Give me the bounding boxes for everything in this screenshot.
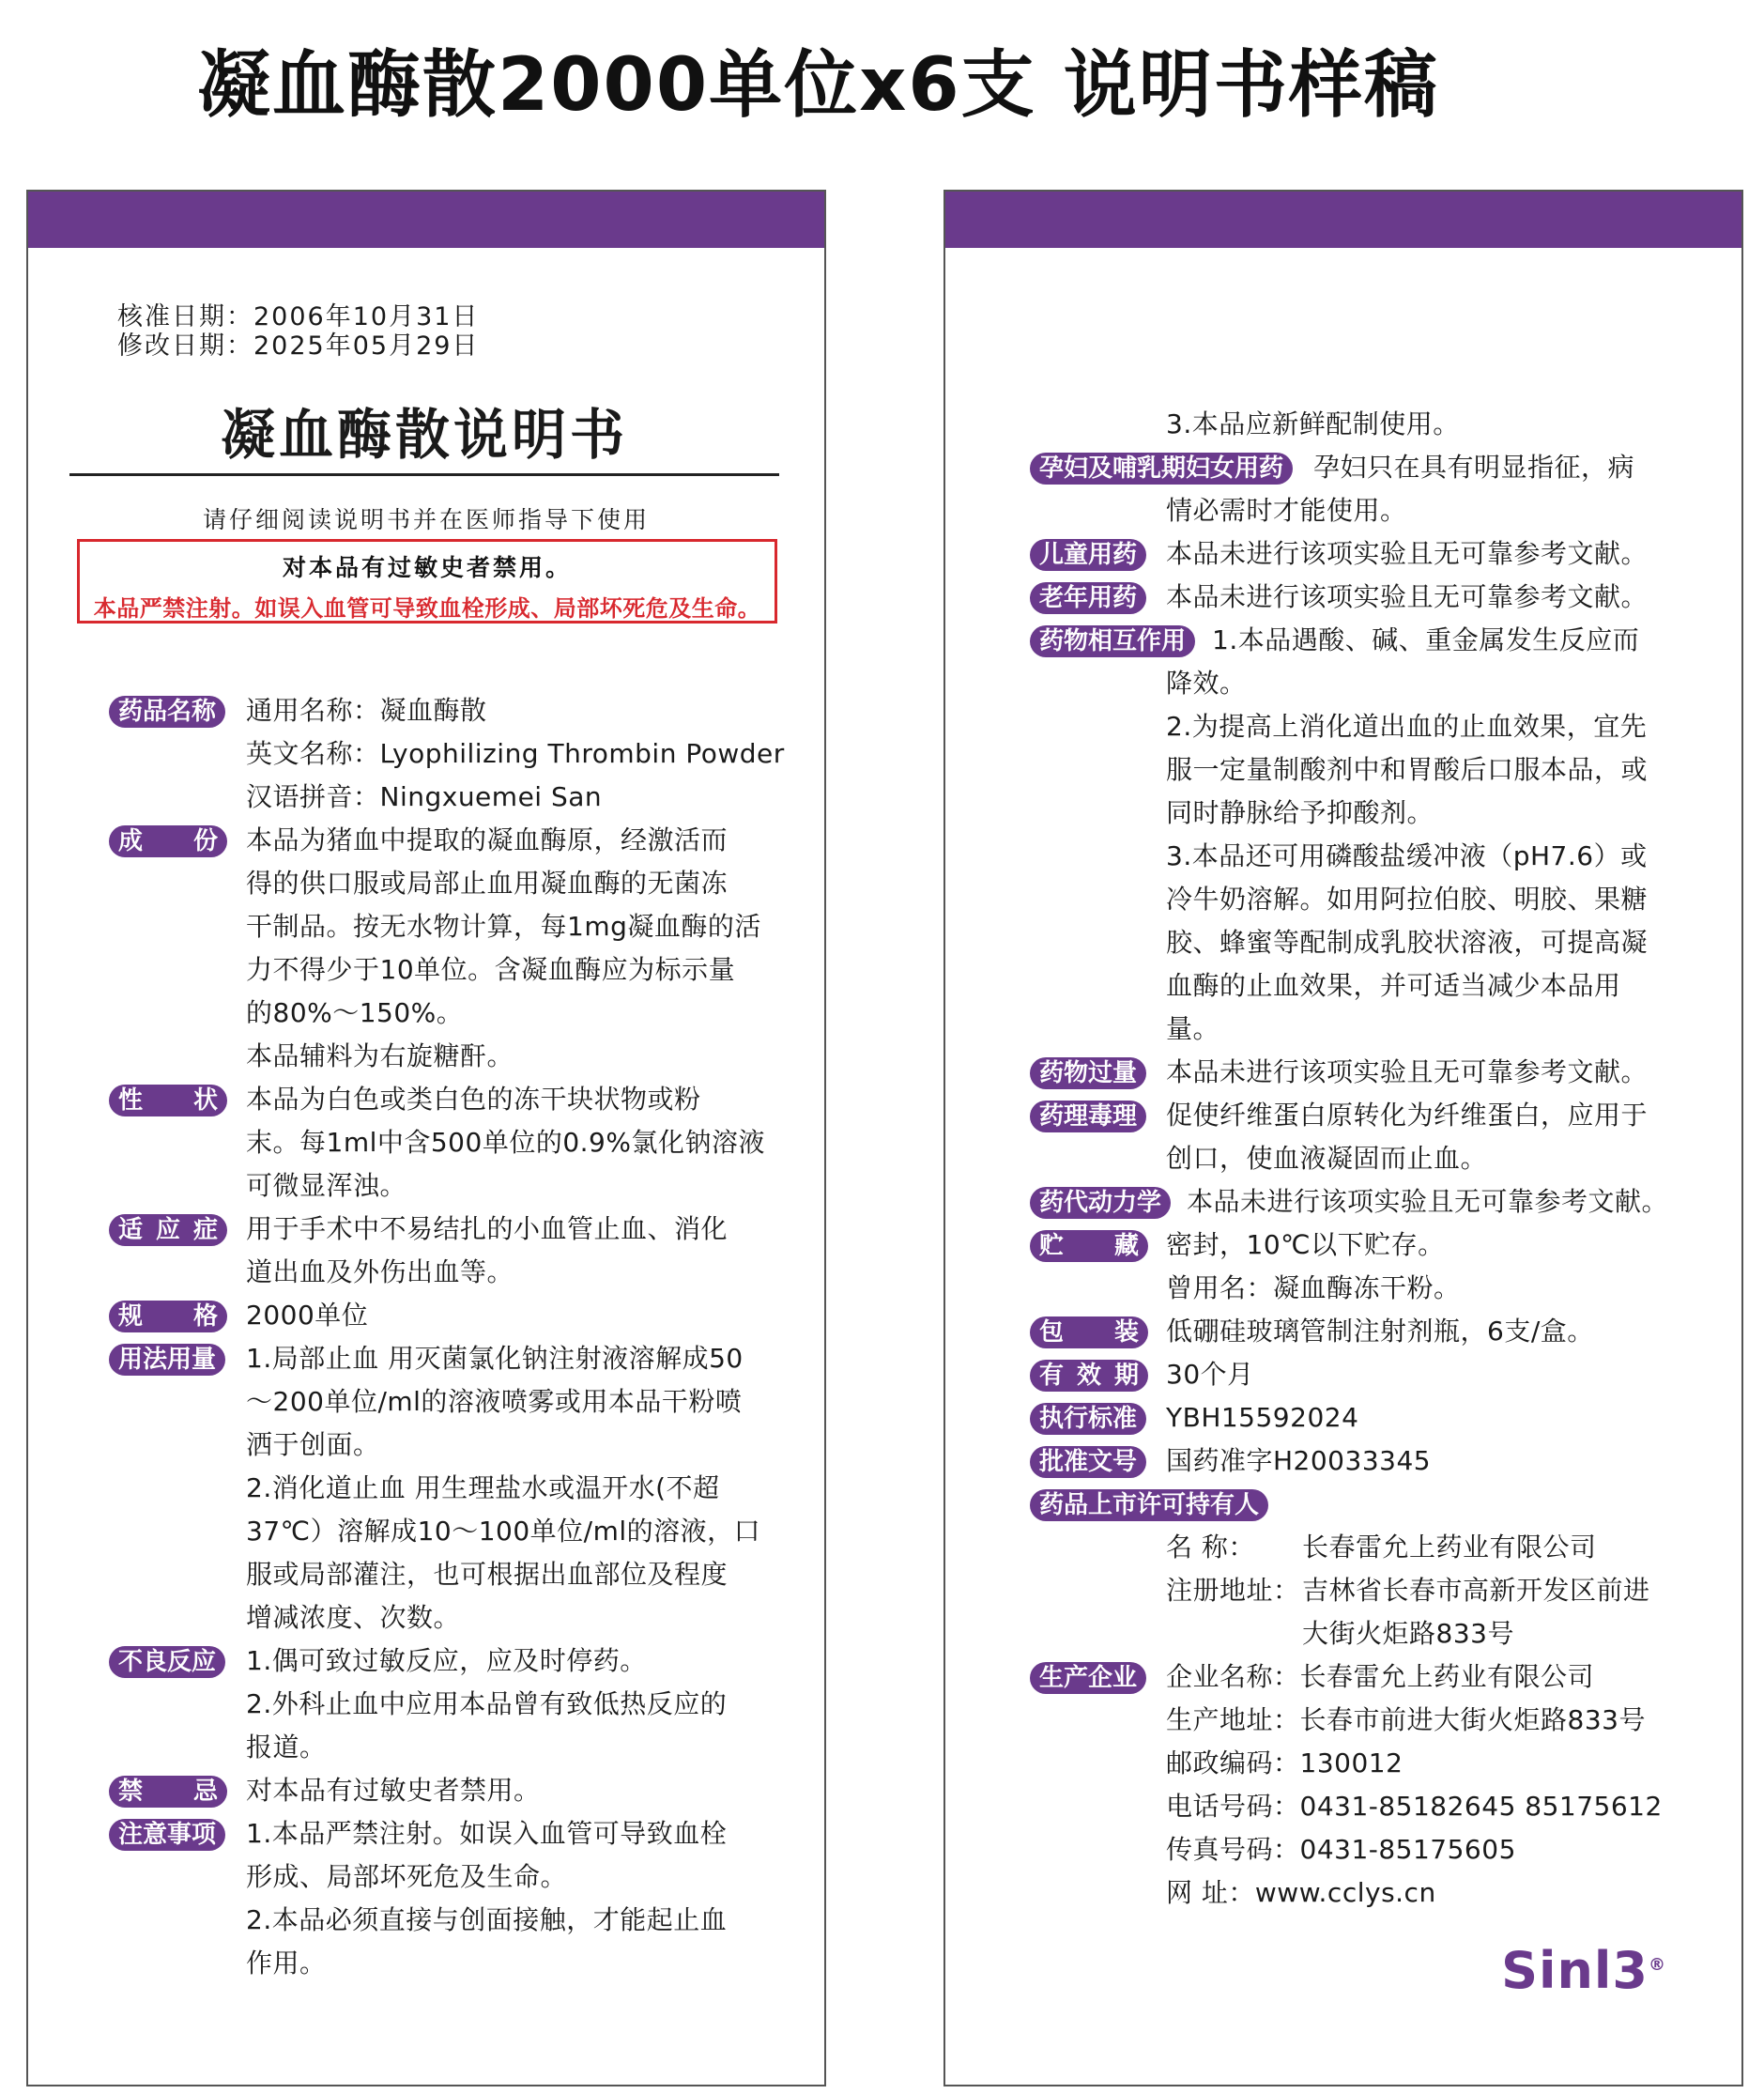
section-label-badge [1030, 1360, 1148, 1392]
section-line: 对本品有过敏史者禁用。 [246, 1775, 541, 1806]
purple-header-band [28, 192, 824, 248]
read-instruction: 请仔细阅读说明书并在医师指导下使用 [202, 506, 650, 533]
section-label-badge: 孕妇及哺乳期妇女用药 [1030, 453, 1293, 485]
section-label-badge: 药物过量 [1030, 1057, 1146, 1089]
section-label-char: 应 [155, 1216, 180, 1244]
holder-text [1166, 1569, 1725, 1612]
section-line: 血酶的止血效果，并可适当减少本品用 [1166, 970, 1621, 1001]
section-line: 本品辅料为右旋糖酐。 [246, 1040, 514, 1071]
section-line: 汉语拼音：Ningxuemei San [246, 781, 603, 812]
section-label-badge: 药品名称 [109, 696, 225, 728]
section-text [1166, 1051, 1725, 1094]
section-line: 1.偶可致过敏反应，应及时停药。 [246, 1645, 647, 1676]
section-row [1030, 403, 1725, 446]
section-line: 胶、蜂蜜等配制成乳胶状溶液，可提高凝 [1166, 927, 1649, 958]
section-line: 1.本品严禁注射。如误入血管可导致血栓 [246, 1818, 728, 1849]
section-label-badge: 药品上市许可持有人 [1030, 1489, 1268, 1521]
section-text [1166, 1396, 1725, 1440]
section-label-char: 藏 [1113, 1232, 1139, 1260]
sinlong-logo [1501, 1941, 1666, 2000]
section-line: 本品未进行该项实验且无可靠参考文献。 [1166, 1056, 1649, 1087]
section-row [1030, 532, 1725, 576]
section-label-char: 状 [192, 1086, 218, 1115]
section-line: 道出血及外伤出血等。 [246, 1256, 514, 1287]
section-label-badge: 用法用量 [109, 1344, 225, 1376]
section-line: 2.消化道止血 用生理盐水或温开水(不超 [246, 1472, 720, 1503]
section-row [1030, 1051, 1725, 1094]
section-line: 2.本品必须直接与创面接触，才能起止血 [246, 1904, 728, 1935]
section-line: YBH15592024 [1166, 1402, 1359, 1433]
holder-pair [1166, 1526, 1725, 1569]
section-line: 密封，10℃以下贮存。 [1166, 1229, 1445, 1260]
revision-date: 修改日期：2025年05月29日 [117, 331, 480, 361]
section-label-char: 成 [118, 827, 144, 855]
section-row [109, 1208, 804, 1294]
section-text [1166, 532, 1725, 576]
warning-injection: 本品严禁注射。如误入血管可导致血栓形成、局部坏死危及生命。 [93, 595, 761, 622]
section-line: 可微显浑浊。 [246, 1170, 407, 1201]
section-label-char: 期 [1113, 1362, 1139, 1390]
section-label-badge: 老年用药 [1030, 582, 1146, 614]
holder-row [1030, 1569, 1725, 1612]
section-line: 服或局部灌注，也可根据出血部位及程度 [246, 1559, 729, 1590]
section-line: 30个月 [1166, 1359, 1254, 1390]
section-line: 增减浓度、次数。 [246, 1602, 461, 1633]
section-line: 用于手术中不易结扎的小血管止血、消化 [246, 1213, 729, 1244]
section-row [1030, 1655, 1725, 1915]
section-line: 促使纤维蛋白原转化为纤维蛋白，应用于 [1166, 1100, 1649, 1131]
section-label-badge [1030, 1316, 1148, 1348]
section-line: 1.局部止血 用灭菌氯化钠注射液溶解成50 [246, 1343, 744, 1374]
section-text [246, 819, 804, 1078]
holder-value: 大街火炬路833号 [1302, 1618, 1514, 1649]
section-text [246, 1812, 804, 1985]
section-label-badge: 药代动力学 [1030, 1187, 1171, 1219]
section-text [1166, 1440, 1725, 1483]
section-label-badge [109, 1214, 227, 1246]
section-line: 本品为猪血中提取的凝血酶原，经激活而 [246, 824, 729, 855]
right-leaflet-page [943, 190, 1743, 2086]
section-label-badge: 生产企业 [1030, 1662, 1146, 1694]
section-text [1166, 1310, 1725, 1353]
section-label-badge [1030, 1230, 1148, 1262]
section-line: 本品未进行该项实验且无可靠参考文献。 [1187, 1186, 1669, 1217]
section-line: 2000单位 [246, 1300, 369, 1331]
holder-row [1030, 1612, 1725, 1655]
section-row [1030, 446, 1725, 532]
section-text [1166, 619, 1725, 1051]
section-label-badge: 执行标准 [1030, 1403, 1146, 1435]
section-label-badge [109, 825, 227, 857]
section-text [1166, 1094, 1725, 1180]
holder-key: 注册地址： [1166, 1575, 1300, 1606]
warning-allergy: 对本品有过敏史者禁用。 [282, 554, 572, 581]
section-label-badge: 注意事项 [109, 1819, 225, 1851]
section-line: 降效。 [1166, 668, 1247, 699]
section-line: 英文名称：Lyophilizing Thrombin Powder [246, 738, 785, 769]
left-leaflet-page [26, 190, 826, 2086]
section-row [1030, 1483, 1725, 1526]
section-line: 末。每1ml中含500单位的0.9%氯化钠溶液 [246, 1127, 765, 1158]
holder-value: 吉林省长春市高新开发区前进 [1302, 1575, 1650, 1606]
holder-row [1030, 1526, 1725, 1569]
section-line: 创口，使血液凝固而止血。 [1166, 1143, 1488, 1174]
section-row [1030, 619, 1725, 1051]
section-row [1030, 1310, 1725, 1353]
purple-header-band [945, 192, 1741, 248]
section-line: 1.本品遇酸、碱、重金属发生反应而 [1212, 624, 1640, 655]
section-line: 量。 [1166, 1013, 1220, 1044]
section-line: 通用名称：凝血酶散 [246, 695, 487, 726]
holder-key [1166, 1612, 1302, 1655]
section-row [109, 689, 804, 819]
section-line: 干制品。按无水物计算，每1mg凝血酶的活 [246, 911, 761, 942]
section-line: 国药准字H20033345 [1166, 1445, 1432, 1476]
section-row [109, 1078, 804, 1208]
section-label-char: 有 [1039, 1362, 1065, 1390]
section-label-char: 包 [1039, 1318, 1065, 1347]
section-row [109, 1769, 804, 1812]
section-label-char: 适 [118, 1216, 144, 1244]
section-label-char: 贮 [1039, 1232, 1065, 1260]
section-line: 37℃）溶解成10～100单位/ml的溶液，口 [246, 1516, 761, 1547]
section-label-badge: 药物相互作用 [1030, 625, 1195, 657]
section-text [1166, 403, 1725, 446]
leaflet-title: 凝血酶散说明书 [221, 403, 629, 467]
section-label-badge: 药理毒理 [1030, 1101, 1146, 1132]
section-label-char: 格 [192, 1302, 218, 1331]
section-line: 传真号码：0431-85175605 [1166, 1834, 1516, 1865]
section-line: 力不得少于10单位。含凝血酶应为标示量 [246, 954, 736, 985]
section-line: 企业名称：长春雷允上药业有限公司 [1166, 1661, 1595, 1692]
title-divider [69, 473, 779, 476]
section-label-char: 装 [1113, 1318, 1139, 1347]
warning-box [77, 539, 777, 624]
section-line: 网 址：www.cclys.cn [1166, 1877, 1436, 1908]
section-text [1166, 1655, 1725, 1915]
holder-key: 名 称： [1166, 1532, 1255, 1563]
section-line: 本品未进行该项实验且无可靠参考文献。 [1166, 581, 1649, 612]
section-row [1030, 1224, 1725, 1310]
section-label-char: 性 [118, 1086, 144, 1115]
section-line: 2.为提高上消化道出血的止血效果，宜先 [1166, 711, 1648, 742]
section-text [1166, 1353, 1725, 1396]
section-line: ～200单位/ml的溶液喷雾或用本品干粉喷 [246, 1386, 743, 1417]
section-label-char: 症 [192, 1216, 218, 1244]
section-row [1030, 1440, 1725, 1483]
section-label-char: 规 [118, 1302, 144, 1331]
section-row [1030, 1353, 1725, 1396]
section-line: 服一定量制酸剂中和胃酸后口服本品，或 [1166, 754, 1649, 785]
section-text [246, 1078, 804, 1208]
section-row [109, 1812, 804, 1985]
section-line: 本品为白色或类白色的冻干块状物或粉 [246, 1084, 701, 1115]
section-line: 低硼硅玻璃管制注射剂瓶，6支/盒。 [1166, 1316, 1594, 1347]
section-label-badge [109, 1776, 227, 1808]
section-label-badge [109, 1085, 227, 1116]
section-row [1030, 1396, 1725, 1440]
section-line: 同时静脉给予抑酸剂。 [1166, 797, 1434, 828]
section-line: 本品未进行该项实验且无可靠参考文献。 [1166, 538, 1649, 569]
section-row [1030, 1180, 1725, 1224]
section-label-char: 禁 [118, 1778, 144, 1806]
section-line: 冷牛奶溶解。如用阿拉伯胶、明胶、果糖 [1166, 884, 1649, 915]
section-text [1166, 1180, 1725, 1224]
section-label-badge: 儿童用药 [1030, 539, 1146, 571]
section-text [246, 689, 804, 819]
section-line: 曾用名：凝血酶冻干粉。 [1166, 1272, 1461, 1303]
section-text [246, 1337, 804, 1640]
section-label-badge: 批准文号 [1030, 1446, 1146, 1478]
section-line: 邮政编码：130012 [1166, 1748, 1404, 1778]
section-label-badge: 不良反应 [109, 1646, 225, 1678]
section-line: 情必需时才能使用。 [1166, 495, 1407, 526]
section-line: 形成、局部坏死危及生命。 [246, 1861, 568, 1892]
section-line: 生产地址：长春市前进大街火炬路833号 [1166, 1704, 1646, 1735]
section-text [246, 1208, 804, 1294]
section-line: 电话号码：0431-85182645 85175612 [1166, 1791, 1663, 1822]
section-row [109, 1337, 804, 1640]
section-line: 洒于创面。 [246, 1429, 380, 1460]
holder-value: 长春雷允上药业有限公司 [1302, 1532, 1597, 1563]
section-line: 3.本品应新鲜配制使用。 [1166, 408, 1460, 439]
holder-pair [1166, 1569, 1725, 1612]
section-text [246, 1769, 804, 1812]
section-row [109, 1294, 804, 1337]
section-row [109, 1640, 804, 1769]
approval-date: 核准日期：2006年10月31日 [117, 302, 480, 331]
page-title: 凝血酶散2000单位x6支 说明书样稿 [197, 43, 1439, 128]
section-row [1030, 1094, 1725, 1180]
right-sections [1030, 403, 1725, 1915]
section-row [109, 819, 804, 1078]
section-line: 得的供口服或局部止血用凝血酶的无菌冻 [246, 868, 729, 899]
left-sections [109, 689, 804, 1985]
registered-mark: ® [1649, 1955, 1666, 1975]
section-text [1166, 576, 1725, 619]
section-line: 作用。 [246, 1948, 327, 1979]
section-line: 3.本品还可用磷酸盐缓冲液（pH7.6）或 [1166, 840, 1648, 871]
section-line: 孕妇只在具有明显指征，病 [1313, 452, 1635, 483]
section-label-char: 忌 [192, 1778, 218, 1806]
section-label-badge [109, 1301, 227, 1332]
logo-text: Sinl3 [1501, 1941, 1649, 2000]
section-line: 2.外科止血中应用本品曾有致低热反应的 [246, 1688, 728, 1719]
section-label-char: 效 [1076, 1362, 1101, 1390]
section-line: 报道。 [246, 1732, 327, 1763]
holder-text [1166, 1612, 1725, 1655]
section-text [1166, 1224, 1725, 1310]
section-text [246, 1294, 804, 1337]
holder-text [1166, 1526, 1725, 1569]
dates-block [117, 302, 479, 361]
section-text [246, 1640, 804, 1769]
section-row [1030, 576, 1725, 619]
section-line: 的80%～150%。 [246, 997, 464, 1028]
section-label-char: 份 [192, 827, 218, 855]
holder-pair [1166, 1612, 1725, 1655]
